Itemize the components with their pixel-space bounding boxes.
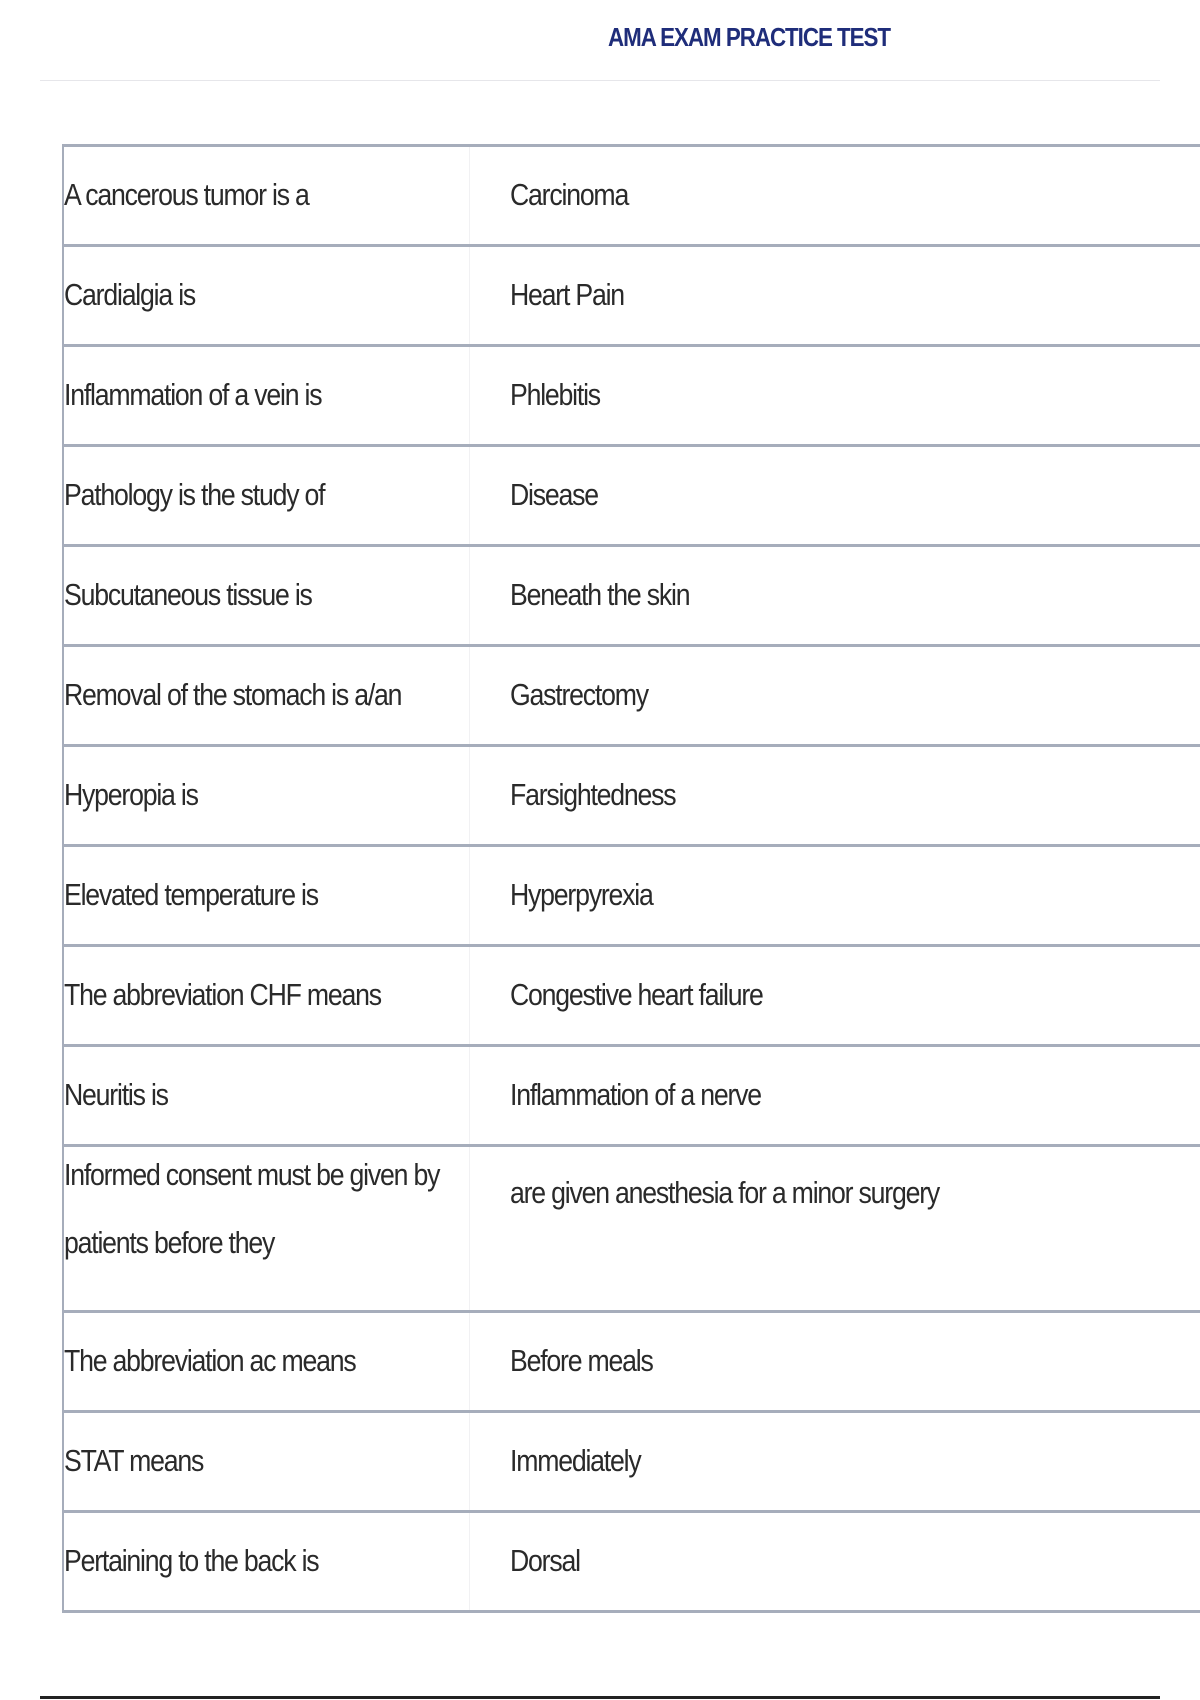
question-text: A cancerous tumor is a bbox=[64, 177, 309, 212]
answer-text: Disease bbox=[509, 477, 598, 512]
question-text-line: patients before they bbox=[64, 1225, 275, 1260]
answer-text: Farsightedness bbox=[509, 777, 675, 812]
table-row bbox=[63, 746, 1200, 846]
answer-text: Carcinoma bbox=[509, 177, 628, 212]
answer-cell bbox=[469, 1312, 1200, 1412]
answer-cell bbox=[469, 346, 1200, 446]
answer-text: Phlebitis bbox=[509, 377, 600, 412]
answer-text: Dorsal bbox=[509, 1543, 580, 1578]
answer-cell bbox=[469, 746, 1200, 846]
table-row bbox=[63, 946, 1200, 1046]
question-text-line: Informed consent must be given by bbox=[64, 1157, 440, 1192]
answer-cell bbox=[469, 1146, 1200, 1312]
answer-text: Before meals bbox=[509, 1343, 653, 1378]
table-row bbox=[63, 846, 1200, 946]
question-text: Cardialgia is bbox=[64, 277, 196, 312]
question-cell bbox=[63, 1512, 469, 1612]
page-title: AMA EXAM PRACTICE TEST bbox=[608, 22, 891, 52]
answer-cell bbox=[469, 1046, 1200, 1146]
question-text: Removal of the stomach is a/an bbox=[64, 677, 402, 712]
table-row bbox=[63, 1146, 1200, 1312]
header-divider bbox=[40, 80, 1160, 81]
question-cell bbox=[63, 846, 469, 946]
answer-text: are given anesthesia for a minor surgery bbox=[509, 1175, 939, 1210]
question-text: Pathology is the study of bbox=[64, 477, 325, 512]
table-row bbox=[63, 646, 1200, 746]
question-text: Neuritis is bbox=[64, 1077, 168, 1112]
answer-cell bbox=[469, 446, 1200, 546]
question-cell bbox=[63, 1312, 469, 1412]
answer-cell bbox=[469, 146, 1200, 246]
table-row bbox=[63, 546, 1200, 646]
question-cell bbox=[63, 646, 469, 746]
answer-cell bbox=[469, 1512, 1200, 1612]
table-row bbox=[63, 1046, 1200, 1146]
question-cell bbox=[63, 546, 469, 646]
question-cell bbox=[63, 1046, 469, 1146]
footer-divider bbox=[40, 1696, 1160, 1699]
table-row bbox=[63, 246, 1200, 346]
answer-text: Inflammation of a nerve bbox=[509, 1077, 761, 1112]
answer-text: Gastrectomy bbox=[509, 677, 648, 712]
answer-text: Hyperpyrexia bbox=[509, 877, 653, 912]
answer-cell bbox=[469, 946, 1200, 1046]
question-answer-table bbox=[62, 144, 1200, 1613]
table-row bbox=[63, 346, 1200, 446]
question-cell bbox=[63, 146, 469, 246]
question-text: The abbreviation ac means bbox=[64, 1343, 356, 1378]
question-cell bbox=[63, 946, 469, 1046]
answer-cell bbox=[469, 546, 1200, 646]
question-text: STAT means bbox=[64, 1443, 204, 1478]
question-cell bbox=[63, 746, 469, 846]
question-text: Subcutaneous tissue is bbox=[64, 577, 312, 612]
table-row bbox=[63, 1512, 1200, 1612]
answer-text: Immediately bbox=[509, 1443, 640, 1478]
question-cell bbox=[63, 1412, 469, 1512]
answer-cell bbox=[469, 646, 1200, 746]
answer-text: Beneath the skin bbox=[509, 577, 689, 612]
table-row bbox=[63, 146, 1200, 246]
question-text: Hyperopia is bbox=[64, 777, 198, 812]
answer-text: Heart Pain bbox=[509, 277, 624, 312]
table-row bbox=[63, 1312, 1200, 1412]
answer-cell bbox=[469, 1412, 1200, 1512]
question-text: Elevated temperature is bbox=[64, 877, 318, 912]
question-text: Inflammation of a vein is bbox=[64, 377, 322, 412]
answer-cell bbox=[469, 246, 1200, 346]
table-row bbox=[63, 1412, 1200, 1512]
answer-text: Congestive heart failure bbox=[509, 977, 763, 1012]
table-row bbox=[63, 446, 1200, 546]
question-cell bbox=[63, 1146, 469, 1312]
question-text: The abbreviation CHF means bbox=[64, 977, 381, 1012]
question-cell bbox=[63, 246, 469, 346]
answer-cell bbox=[469, 846, 1200, 946]
question-cell bbox=[63, 346, 469, 446]
question-text: Pertaining to the back is bbox=[64, 1543, 319, 1578]
question-cell bbox=[63, 446, 469, 546]
